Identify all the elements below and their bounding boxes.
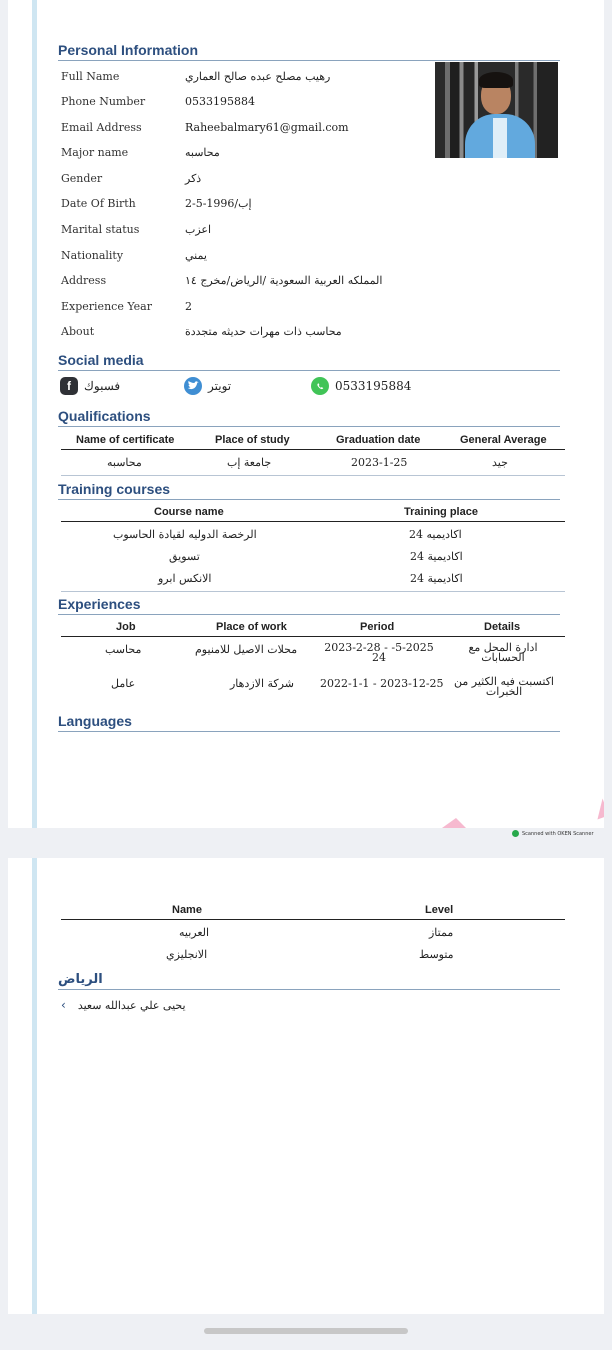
cell-course: الرخصة الدوليه لقيادة الحاسوب: [113, 528, 257, 541]
cell-level: متوسط: [419, 948, 454, 961]
info-value: اعزب: [185, 223, 212, 236]
cell-place: جامعة إب: [227, 456, 272, 469]
info-value: 2: [185, 300, 192, 313]
info-value: Raheebalmary61@gmail.com: [185, 121, 349, 134]
info-value: 2-5-1996/إب: [185, 197, 252, 210]
col-graduation-date: Graduation date: [336, 434, 421, 446]
info-row-major: [61, 146, 391, 166]
table-row: [61, 548, 565, 568]
scanner-text: Scanned with OKEN Scanner: [522, 830, 594, 837]
cell-course: الانكس ابرو: [158, 572, 212, 585]
col-training-place: Training place: [404, 506, 478, 518]
info-value: يمني: [185, 249, 207, 262]
photo-hair: [479, 72, 513, 88]
cell-place: محلات الاصيل للامنيوم: [195, 643, 298, 656]
col-course-name: Course name: [154, 506, 224, 518]
cell-place: اكاديميه 24: [409, 528, 462, 541]
personal-info-title: Personal Information: [58, 42, 560, 61]
info-value: محاسبه: [185, 146, 220, 159]
cell-date: 2023-1-25: [351, 456, 408, 469]
info-label: Gender: [61, 172, 103, 185]
scanner-logo-icon: [512, 830, 519, 837]
table-row: [61, 454, 565, 474]
info-value: رهيب مصلح عبده صالح العماري: [185, 70, 331, 83]
info-row-address: [61, 274, 391, 294]
info-value: 0533195884: [185, 95, 255, 108]
table-row: [61, 924, 565, 944]
facebook-icon: f: [60, 377, 78, 395]
col-language-level: Level: [425, 904, 454, 916]
cell-job: محاسب: [105, 643, 142, 656]
cell-course: تسويق: [169, 550, 200, 563]
col-place-of-study: Place of study: [215, 434, 290, 446]
info-row-marital: [61, 223, 391, 243]
info-label: About: [61, 325, 95, 338]
info-label: Address: [61, 274, 107, 287]
info-row-email: [61, 121, 391, 141]
cell-average: جيد: [492, 456, 508, 469]
twitter-label: تويتر: [208, 379, 232, 393]
experiences-title: Experiences: [58, 596, 560, 615]
table-row: [61, 526, 565, 546]
decorative-shape: [591, 798, 604, 819]
twitter-link[interactable]: [184, 376, 231, 396]
info-label: Phone Number: [61, 95, 146, 108]
social-media-title: Social media: [58, 352, 560, 371]
reference-name: يحيى علي عبدالله سعيد: [77, 998, 186, 1012]
qualifications-header: [61, 432, 565, 450]
info-value: محاسب ذات مهرات حديثه متجددة: [185, 325, 342, 338]
whatsapp-link[interactable]: [311, 376, 411, 396]
cell-details: ادارة المحل مع الحسابات: [468, 641, 538, 664]
info-row-dob: [61, 197, 391, 217]
info-row-about: [61, 325, 391, 345]
col-details: Details: [484, 621, 521, 633]
info-row-gender: [61, 172, 391, 192]
col-language-name: Name: [172, 904, 202, 916]
training-header: [61, 504, 565, 522]
twitter-icon: [184, 377, 202, 395]
whatsapp-number: 0533195884: [335, 379, 412, 393]
profile-photo: [435, 62, 558, 158]
info-label: Major name: [61, 146, 129, 159]
cell-period: 2022-1-1 - 2023-12-25: [320, 677, 444, 690]
table-row: [61, 570, 565, 590]
col-certificate: Name of certificate: [76, 434, 175, 446]
cell-period: 2023-2-28 - -5-2025 24: [324, 641, 434, 664]
cell-place: شركة الازدهار: [230, 677, 294, 690]
table-divider: [61, 475, 565, 476]
sidebar-accent-line: [32, 858, 37, 1314]
languages-header: [61, 902, 565, 920]
facebook-label: فسبوك: [84, 379, 121, 393]
info-row-experience: [61, 300, 391, 320]
info-value: ذكر: [185, 172, 202, 185]
table-row: [61, 641, 565, 669]
facebook-link[interactable]: [60, 376, 120, 396]
info-label: Email Address: [61, 121, 142, 134]
training-title: Training courses: [58, 481, 560, 500]
table-row: [61, 675, 565, 703]
info-row-phone: [61, 95, 391, 115]
home-indicator[interactable]: [204, 1328, 408, 1334]
chevron-left-icon: ‹: [61, 998, 66, 1012]
table-divider: [61, 591, 565, 592]
info-label: Marital status: [61, 223, 140, 236]
cell-details: اكتسبت فيه الكثير من الخبرات: [454, 675, 554, 698]
cell-language: العربيه: [179, 926, 210, 939]
decorative-shape: [442, 818, 466, 828]
info-label: Experience Year: [61, 300, 152, 313]
cell-certificate: محاسبه: [107, 456, 142, 469]
whatsapp-icon: [311, 377, 329, 395]
col-general-average: General Average: [460, 434, 547, 446]
cell-language: الانجليزي: [166, 948, 208, 961]
cell-job: عامل: [111, 677, 136, 690]
info-value: المملكه العربية السعودية /الرياض/مخرج ١٤: [185, 274, 383, 287]
experiences-header: [61, 619, 565, 637]
info-label: Nationality: [61, 249, 124, 262]
scanner-watermark: [512, 830, 594, 837]
cell-place: اكاديمية 24: [410, 550, 463, 563]
sidebar-accent-line: [32, 0, 37, 828]
info-label: Date Of Birth: [61, 197, 136, 210]
cv-page-2: [8, 858, 604, 1314]
qualifications-title: Qualifications: [58, 408, 560, 427]
info-row-full-name: [61, 70, 391, 90]
cell-place: اكاديمية 24: [410, 572, 463, 585]
photo-shirt: [493, 118, 507, 158]
col-period: Period: [360, 621, 395, 633]
reference-item[interactable]: [61, 998, 186, 1012]
table-row: [61, 946, 565, 966]
info-label: Full Name: [61, 70, 120, 83]
languages-title: Languages: [58, 713, 560, 732]
cell-level: ممتاز: [429, 926, 454, 939]
col-place-of-work: Place of work: [216, 621, 287, 633]
info-row-nationality: [61, 249, 391, 269]
cv-page-1: [8, 0, 604, 828]
col-job: Job: [116, 621, 136, 633]
reference-title: الرياض: [58, 972, 560, 990]
